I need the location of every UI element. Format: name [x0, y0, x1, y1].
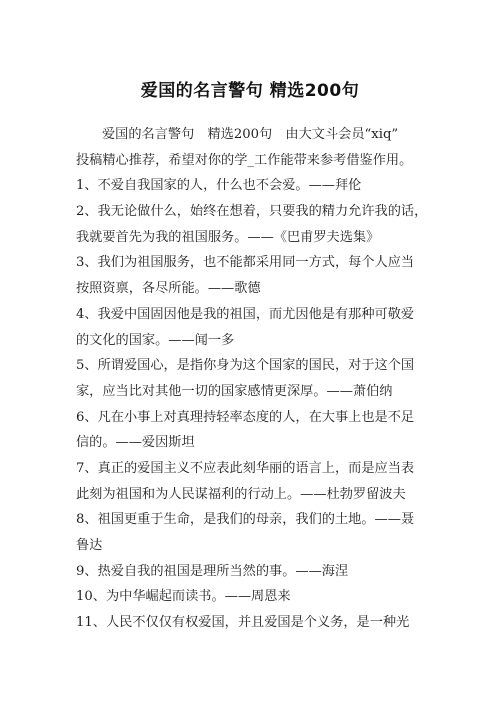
quote-line: 4、我爱中国固因他是我的祖国，而尤因他是有那种可敬爱 [76, 306, 415, 322]
quote-line: 按照资禀，各尽所能。——歌德 [76, 281, 261, 297]
quote-line: 11、人民不仅仅有权爱国，并且爱国是个义务，是一种光 [76, 615, 410, 631]
document-body [76, 122, 428, 636]
quote-line: 3、我们为祖国服务，也不能都采用同一方式，每个人应当 [76, 255, 415, 271]
quote-line: 10、为中华崛起而读书。——周恩来 [76, 589, 291, 605]
quote-line: 信的。——爱因斯坦 [76, 435, 195, 451]
quote-line: 2、我无论做什么，始终在想着，只要我的精力允许我的话， [76, 204, 428, 220]
quote-line: 我就要首先为我的祖国服务。——《巴甫罗夫选集》 [76, 229, 380, 245]
quote-line: 此刻为祖国和为人民谋福利的行动上。——杜勃罗留波夫 [76, 486, 406, 502]
paragraph-line: 投稿精心推荐，希望对你的学_工作能带来参考借鉴作用。 [76, 152, 413, 168]
quote-line: 鲁达 [76, 538, 103, 553]
quote-line: 9、热爱自我的祖国是理所当然的事。——海涅 [76, 563, 349, 579]
quote-line: 5、所谓爱国心，是指你身为这个国家的国民，对于这个国 [76, 358, 415, 374]
quote-line: 8、祖国更重于生命，是我们的母亲，我们的土地。——聂 [76, 512, 415, 528]
quote-line: 家，应当比对其他一切的国家感情更深厚。——萧伯纳 [76, 383, 393, 399]
quote-line: 7、真正的爱国主义不应表此刻华丽的语言上，而是应当表 [76, 460, 415, 476]
quote-line: 1、不爱自我国家的人，什么也不会爱。——拜伦 [76, 178, 362, 194]
document-title: 爱国的名言警句 精选200句 [140, 81, 360, 101]
quote-line: 的文化的国家。——闻一多 [76, 332, 235, 348]
quote-line: 6、凡在小事上对真理持轻率态度的人，在大事上也是不足 [76, 409, 415, 425]
paragraph-line: 爱国的名言警句 精选200句 由大文斗会员“xiq” [102, 127, 399, 142]
